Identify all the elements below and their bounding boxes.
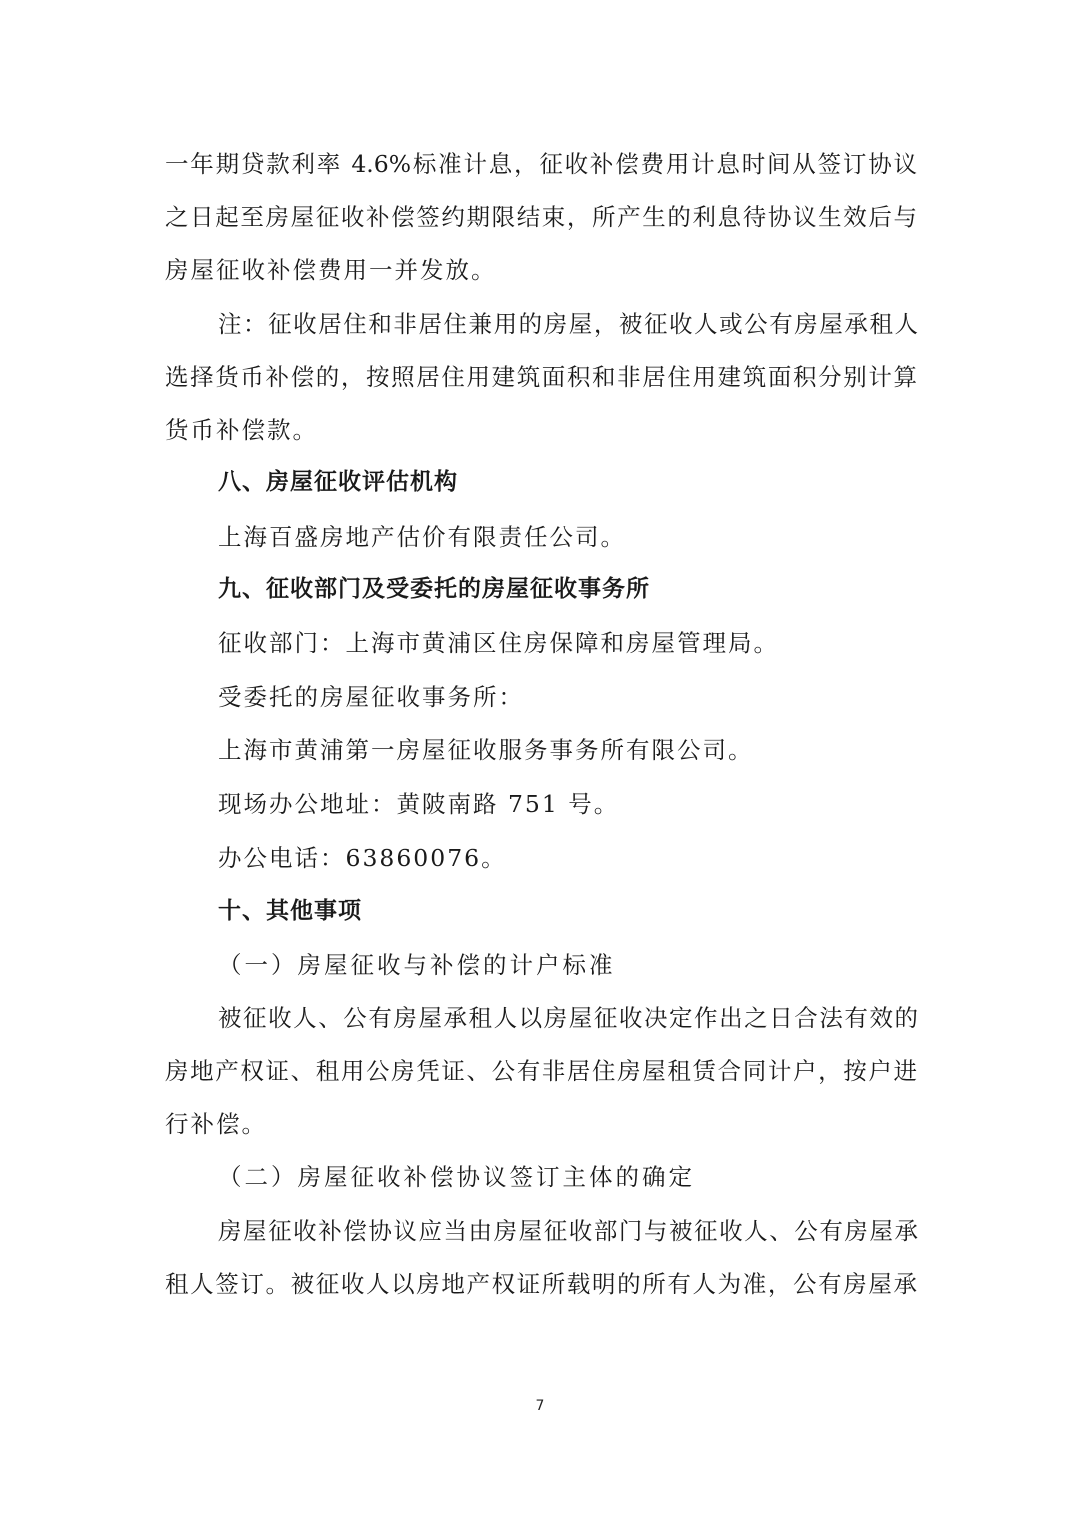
body-line: 一年期贷款利率 4.6%标准计息，征收补偿费用计息时间从签订协议 <box>165 150 917 178</box>
body-line: 被征收人、公有房屋承租人以房屋征收决定作出之日合法有效的 <box>218 1004 918 1032</box>
section-heading-8: 八、房屋征收评估机构 <box>218 469 458 495</box>
page-number: 7 <box>535 1398 545 1414</box>
subsection-heading-1: （一）房屋征收与补偿的计户标准 <box>218 951 616 979</box>
body-line: 之日起至房屋征收补偿签约期限结束，所产生的利息待协议生效后与 <box>165 203 917 231</box>
body-line: 房屋征收补偿协议应当由房屋征收部门与被征收人、公有房屋承 <box>218 1217 918 1245</box>
note-line: 注：征收居住和非居住兼用的房屋，被征收人或公有房屋承租人 <box>218 310 918 338</box>
section-heading-9: 九、征收部门及受委托的房屋征收事务所 <box>218 576 650 602</box>
section-heading-10: 十、其他事项 <box>218 898 362 924</box>
entrusted-office-label: 受委托的房屋征收事务所： <box>218 683 524 711</box>
evaluation-agency: 上海百盛房地产估价有限责任公司。 <box>218 523 626 551</box>
office-phone: 办公电话：63860076。 <box>218 844 507 872</box>
note-line: 货币补偿款。 <box>165 416 318 444</box>
body-line: 租人签订。被征收人以房地产权证所载明的所有人为准，公有房屋承 <box>165 1270 917 1298</box>
subsection-heading-2: （二）房屋征收补偿协议签订主体的确定 <box>218 1163 695 1191</box>
body-line: 房地产权证、租用公房凭证、公有非居住房屋租赁合同计户，按户进 <box>165 1057 917 1085</box>
office-address: 现场办公地址：黄陂南路 751 号。 <box>218 790 620 818</box>
body-line: 房屋征收补偿费用一并发放。 <box>165 256 497 284</box>
note-line: 选择货币补偿的，按照居住用建筑面积和非居住用建筑面积分别计算 <box>165 363 917 391</box>
entrusted-office-name: 上海市黄浦第一房屋征收服务事务所有限公司。 <box>218 736 754 764</box>
body-line: 行补偿。 <box>165 1110 267 1138</box>
expropriation-department: 征收部门：上海市黄浦区住房保障和房屋管理局。 <box>218 629 779 657</box>
